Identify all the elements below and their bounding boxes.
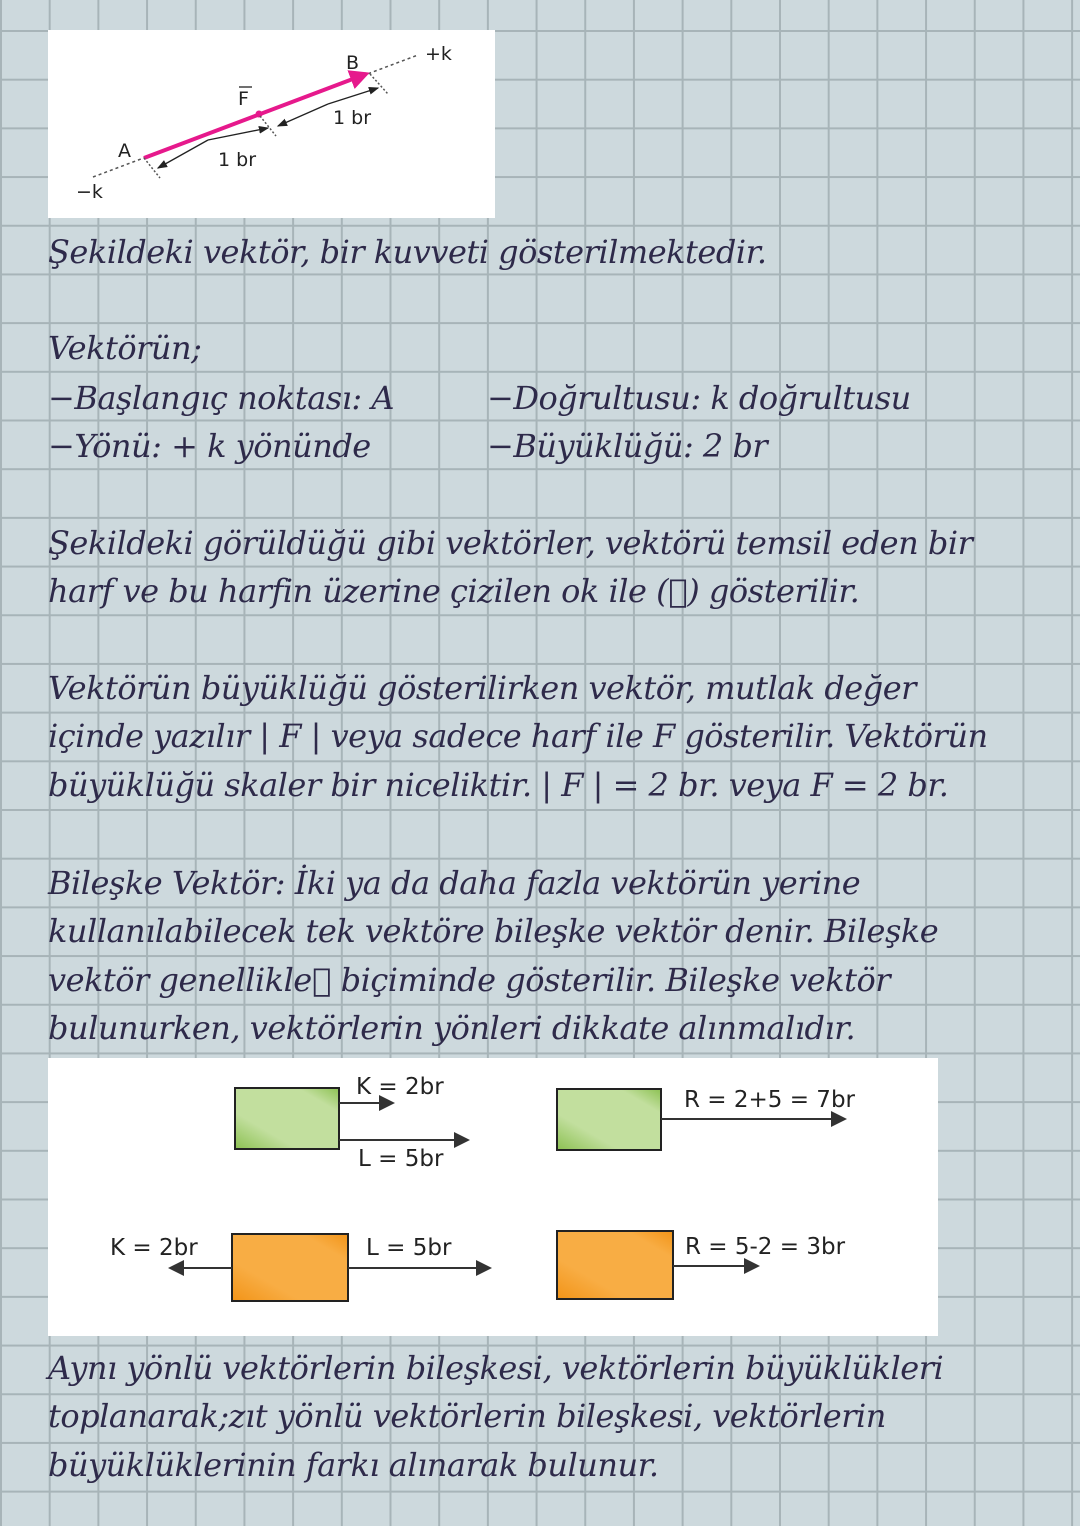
green-box-2 <box>557 1089 661 1150</box>
para4-line: Aynı yönlü vektörlerin bileşkesi, vektörlerin büyüklükleri <box>48 1349 944 1387</box>
label-opp-k: K = 2br <box>110 1235 198 1261</box>
label-minus-k: −k <box>76 181 103 203</box>
prop-direction: −Doğrultusu: k doğrultusu <box>487 379 911 417</box>
label-seg1: 1 br <box>218 149 256 171</box>
orange-box-2 <box>557 1231 673 1299</box>
para2-line: içinde yazılır | F | veya sadece harf ile F gösterilir. Vektörün <box>48 717 988 755</box>
props-title: Vektörün; <box>48 329 202 367</box>
intro-text: Şekildeki vektör, bir kuvveti gösterilmektedir. <box>48 233 767 271</box>
para1-line: Şekildeki görüldüğü gibi vektörler, vektörü temsil eden bir <box>48 524 973 562</box>
prop-magnitude: −Büyüklüğü: 2 br <box>487 427 768 465</box>
para2-line: Vektörün büyüklüğü gösterilirken vektör, mutlak değer <box>48 669 916 707</box>
label-seg2: 1 br <box>333 107 371 129</box>
green-box-1 <box>235 1088 339 1149</box>
para2-line: büyüklüğü skaler bir niceliktir. | F | = 2 br. veya F = 2 br. <box>48 766 949 804</box>
label-same-r: R = 2+5 = 7br <box>684 1087 855 1113</box>
prop-start: −Başlangıç noktası: A <box>48 379 394 417</box>
label-f: F <box>238 88 249 110</box>
para4-line: toplanarak;zıt yönlü vektörlerin bileşkesi, vektörlerin <box>48 1397 886 1435</box>
label-plus-k: +k <box>425 43 452 65</box>
para4-line: büyüklüklerinin farkı alınarak bulunur. <box>48 1446 659 1484</box>
resultant-figure <box>48 1058 938 1336</box>
para3-line: vektör genellikle⃗ biçiminde gösterilir. Bileşke vektör <box>48 961 891 999</box>
prop-sense: −Yönü: + k yönünde <box>48 427 371 465</box>
label-b: B <box>346 52 360 74</box>
label-same-k: K = 2br <box>356 1074 444 1100</box>
para3-line: kullanılabilecek tek vektöre bileşke vektör denir. Bileşke <box>48 912 939 950</box>
para1-line: harf ve bu harfin üzerine çizilen ok ile (⃗) gösterilir. <box>48 572 860 610</box>
vector-figure <box>48 30 495 218</box>
para3-line: Bileşke Vektör: İki ya da daha fazla vektörün yerine <box>48 864 861 902</box>
label-same-l: L = 5br <box>358 1146 444 1172</box>
label-opp-r: R = 5-2 = 3br <box>685 1234 846 1260</box>
label-a: A <box>118 140 131 162</box>
label-opp-l: L = 5br <box>366 1235 452 1261</box>
para3-line: bulunurken, vektörlerin yönleri dikkate alınmalıdır. <box>48 1009 856 1047</box>
orange-box-1 <box>232 1234 348 1301</box>
